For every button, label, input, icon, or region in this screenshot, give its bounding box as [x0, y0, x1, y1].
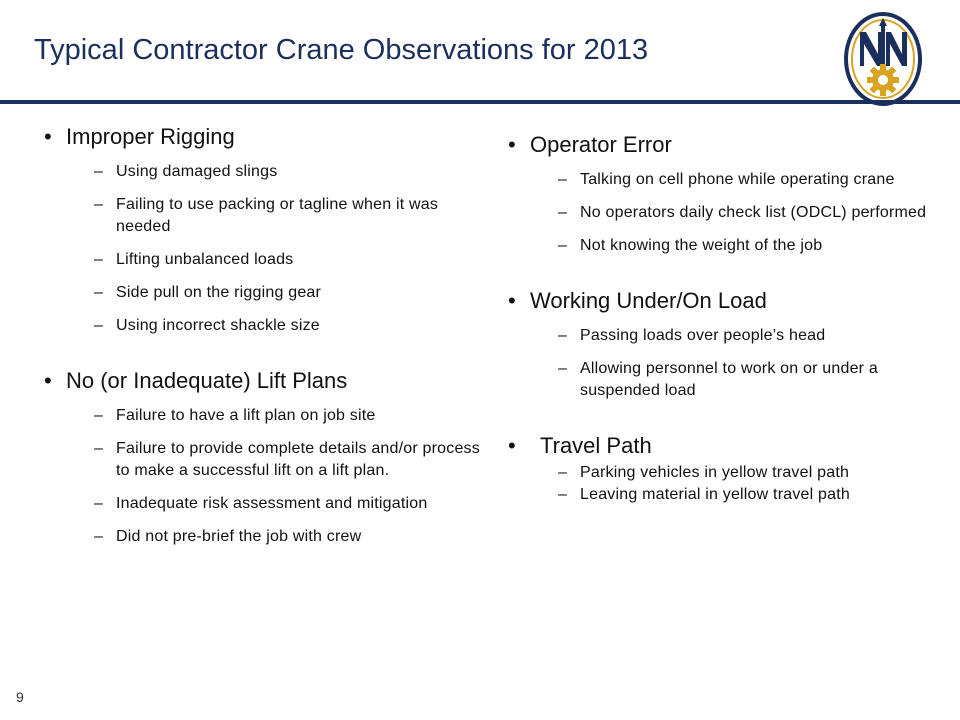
- sub-item: [530, 484, 948, 506]
- sub-item-text: Failure to have a lift plan on job site: [116, 407, 376, 424]
- sub-item-text: Failure to provide complete details and/or process to make a successful lift on a lift plan.: [116, 440, 480, 479]
- bullet-heading: Travel Path: [540, 433, 652, 458]
- sub-item: [66, 438, 484, 482]
- sub-item-text: Side pull on the rigging gear: [116, 284, 322, 301]
- sub-item-text: Not knowing the weight of the job: [580, 237, 823, 254]
- bullet-marker: •: [508, 132, 516, 157]
- bullet-lift-plans: [44, 367, 484, 548]
- sub-item-text: Parking vehicles in yellow travel path: [580, 464, 850, 481]
- dash-marker: –: [558, 171, 568, 188]
- sub-item: [530, 358, 948, 402]
- dash-marker: –: [94, 251, 104, 268]
- navy-logo-icon: [842, 10, 924, 108]
- bullet-improper-rigging: [44, 123, 484, 337]
- sub-item: [66, 282, 484, 304]
- dash-marker: –: [94, 163, 104, 180]
- bullet-heading: No (or Inadequate) Lift Plans: [66, 368, 348, 393]
- dash-marker: –: [558, 486, 568, 503]
- sub-item-text: Passing loads over people’s head: [580, 327, 826, 344]
- sub-item-text: Allowing personnel to work on or under a suspended load: [580, 360, 878, 399]
- sub-item-text: Using damaged slings: [116, 163, 278, 180]
- sub-list: [66, 161, 484, 337]
- bullet-marker: •: [44, 368, 52, 393]
- sub-item-text: No operators daily check list (ODCL) performed: [580, 204, 927, 221]
- sub-item: [530, 169, 948, 191]
- page-number: 9: [16, 689, 24, 705]
- sub-item: [66, 249, 484, 271]
- sub-item-text: Lifting unbalanced loads: [116, 251, 294, 268]
- sub-item: [530, 462, 948, 484]
- sub-item: [66, 315, 484, 337]
- dash-marker: –: [558, 464, 568, 481]
- sub-item-text: Leaving material in yellow travel path: [580, 486, 850, 503]
- sub-item-text: Failing to use packing or tagline when it was needed: [116, 196, 439, 235]
- dash-marker: –: [94, 196, 104, 213]
- sub-item: [66, 161, 484, 183]
- dash-marker: –: [558, 360, 568, 377]
- bullet-marker: •: [44, 124, 52, 149]
- dash-marker: –: [94, 495, 104, 512]
- sub-item-text: Inadequate risk assessment and mitigation: [116, 495, 428, 512]
- dash-marker: –: [558, 327, 568, 344]
- sub-item-text: Did not pre-brief the job with crew: [116, 528, 362, 545]
- dash-marker: –: [94, 407, 104, 424]
- bullet-heading: Improper Rigging: [66, 124, 235, 149]
- sub-item: [66, 526, 484, 548]
- sub-item: [530, 325, 948, 347]
- sub-item: [66, 194, 484, 238]
- sub-item: [66, 493, 484, 515]
- bullet-heading: Operator Error: [530, 132, 672, 157]
- sub-list: [530, 325, 948, 402]
- sub-list: [530, 462, 948, 506]
- slide-title: Typical Contractor Crane Observations for 2013: [34, 34, 649, 66]
- bullet-heading: Working Under/On Load: [530, 288, 767, 313]
- bullet-travel-path: [508, 432, 948, 506]
- dash-marker: –: [558, 237, 568, 254]
- bullet-marker: •: [508, 288, 516, 313]
- dash-marker: –: [94, 528, 104, 545]
- bullet-working-under-load: [508, 287, 948, 402]
- title-divider: [0, 100, 960, 104]
- dash-marker: –: [94, 317, 104, 334]
- sub-item-text: Talking on cell phone while operating crane: [580, 171, 895, 188]
- sub-list: [530, 169, 948, 257]
- sub-item: [530, 202, 948, 224]
- sub-list: [66, 405, 484, 548]
- sub-item-text: Using incorrect shackle size: [116, 317, 320, 334]
- right-column: [508, 131, 948, 506]
- sub-item: [66, 405, 484, 427]
- left-column: [44, 123, 484, 559]
- dash-marker: –: [94, 440, 104, 457]
- bullet-marker: •: [508, 433, 516, 458]
- dash-marker: –: [94, 284, 104, 301]
- sub-item: [530, 235, 948, 257]
- dash-marker: –: [558, 204, 568, 221]
- bullet-operator-error: [508, 131, 948, 257]
